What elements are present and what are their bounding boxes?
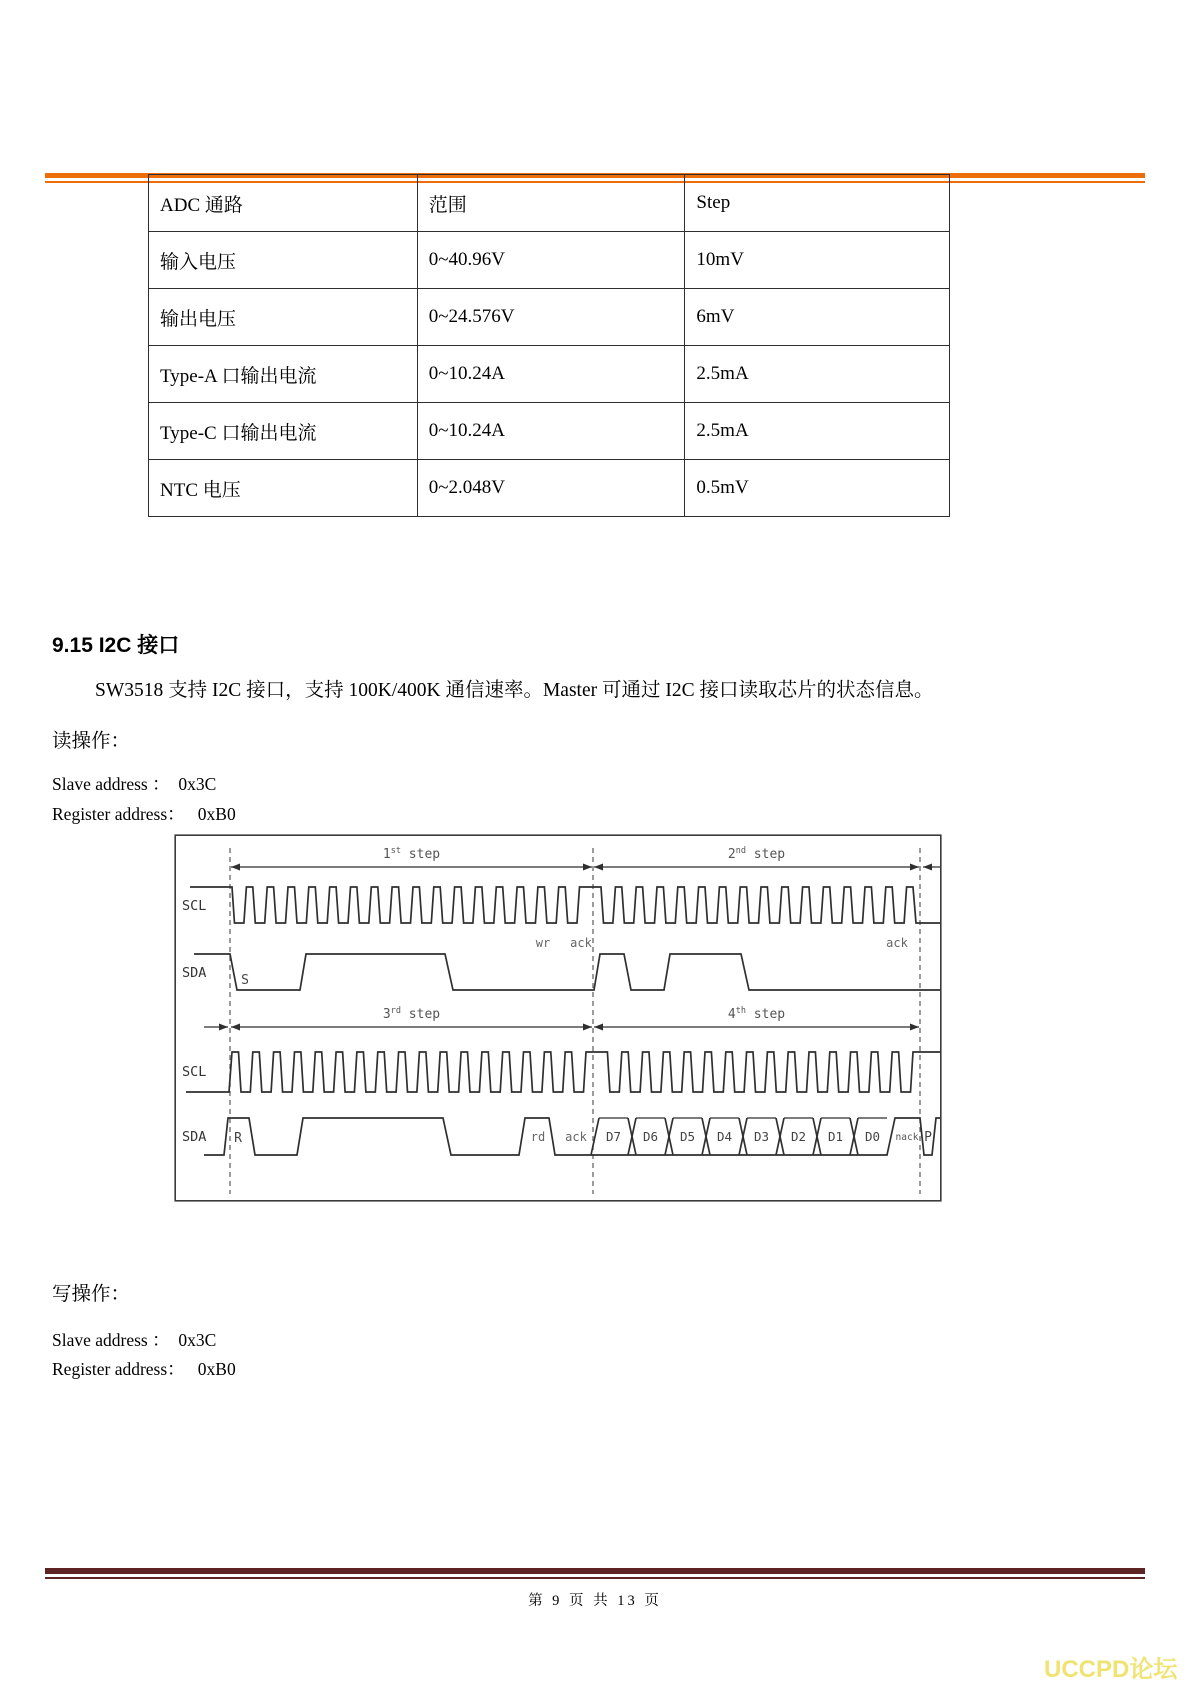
- read-bit-label: R: [234, 1131, 242, 1146]
- scl-waveform-2: [186, 1052, 940, 1092]
- watermark: UCCPD论坛: [1044, 1656, 1178, 1683]
- data-bit-label: D6: [642, 1129, 659, 1144]
- read-register-address: Register address： 0xB0: [52, 804, 236, 824]
- table-row: [149, 346, 950, 403]
- table-cell: 范围: [417, 175, 685, 232]
- data-bit-label: D7: [605, 1129, 622, 1144]
- table-cell: NTC 电压: [149, 460, 418, 517]
- arrowhead: [923, 864, 932, 871]
- arrowhead: [219, 1024, 228, 1031]
- stop-condition-label: P: [924, 1130, 932, 1145]
- nack-label: nack: [895, 1132, 919, 1143]
- footer-rule-thick: [45, 1568, 1145, 1574]
- table-cell: 0~10.24A: [417, 346, 685, 403]
- data-bit-label: D5: [679, 1129, 696, 1144]
- ack-label: ack: [570, 936, 592, 950]
- write-slave-address: Slave address ： 0x3C: [52, 1330, 217, 1350]
- table-cell: 10mV: [685, 232, 950, 289]
- ack-label: ack: [886, 936, 908, 950]
- table-row: [149, 460, 950, 517]
- write-operation-label: 写操作：: [52, 1284, 131, 1305]
- start-condition-label: S: [241, 973, 249, 988]
- i2c-timing-diagram: [174, 834, 942, 1202]
- table-cell: 0~24.576V: [417, 289, 685, 346]
- arrowhead: [231, 1024, 240, 1031]
- table-row: [149, 403, 950, 460]
- sda-row-label: SDA: [182, 1129, 207, 1145]
- step-label: 3rd step: [382, 1006, 441, 1022]
- table-cell: 6mV: [685, 289, 950, 346]
- table-cell: 输出电压: [149, 289, 418, 346]
- intro-paragraph: SW3518 支持 I2C 接口，支持 100K/400K 通信速率。Master 可通过 I2C 接口读取芯片的状态信息。: [95, 680, 934, 701]
- ack-label: ack: [565, 1130, 587, 1144]
- arrowhead: [910, 1024, 919, 1031]
- table-cell: 2.5mA: [685, 403, 950, 460]
- scl-row-label: SCL: [182, 898, 207, 914]
- read-slave-address: Slave address ： 0x3C: [52, 774, 217, 794]
- table-cell: ADC 通路: [149, 175, 418, 232]
- step-label: 4th step: [727, 1006, 786, 1022]
- sda-waveform-1: [194, 954, 940, 990]
- sda-row-label: SDA: [182, 965, 207, 981]
- wr-label: wr: [535, 936, 551, 950]
- write-register-address: Register address： 0xB0: [52, 1359, 236, 1379]
- step-label: 2nd step: [727, 846, 786, 862]
- scl-waveform-1: [190, 887, 940, 923]
- data-bit-label: D4: [716, 1129, 733, 1144]
- arrowhead: [583, 864, 592, 871]
- data-bit-label: D3: [753, 1129, 770, 1144]
- data-bit-label: D1: [827, 1129, 844, 1144]
- table-cell: 0.5mV: [685, 460, 950, 517]
- adc-table: [148, 174, 950, 517]
- table-row: [149, 289, 950, 346]
- table-cell: Step: [685, 175, 950, 232]
- footer-rule-thin: [45, 1577, 1145, 1579]
- read-operation-label: 读操作：: [52, 731, 131, 752]
- table-cell: 0~2.048V: [417, 460, 685, 517]
- arrowhead: [594, 864, 603, 871]
- table-cell: Type-C 口输出电流: [149, 403, 418, 460]
- arrowhead: [910, 864, 919, 871]
- adc-table-body: [149, 175, 950, 517]
- table-cell: 2.5mA: [685, 346, 950, 403]
- scl-row-label: SCL: [182, 1064, 207, 1080]
- data-bit-label: D0: [864, 1129, 881, 1144]
- bus-cross: [591, 1118, 599, 1155]
- data-bit-label: D2: [790, 1129, 807, 1144]
- step-label: 1st step: [382, 846, 441, 862]
- page-number: 第 9 页 共 13 页: [528, 1593, 662, 1609]
- table-cell: Type-A 口输出电流: [149, 346, 418, 403]
- table-cell: 0~40.96V: [417, 232, 685, 289]
- arrowhead: [594, 1024, 603, 1031]
- table-cell: 输入电压: [149, 232, 418, 289]
- table-header-row: [149, 175, 950, 232]
- rd-label: rd: [530, 1130, 546, 1144]
- section-heading: 9.15 I2C 接口: [52, 634, 180, 657]
- table-cell: 0~10.24A: [417, 403, 685, 460]
- arrowhead: [231, 864, 240, 871]
- arrowhead: [583, 1024, 592, 1031]
- table-row: [149, 232, 950, 289]
